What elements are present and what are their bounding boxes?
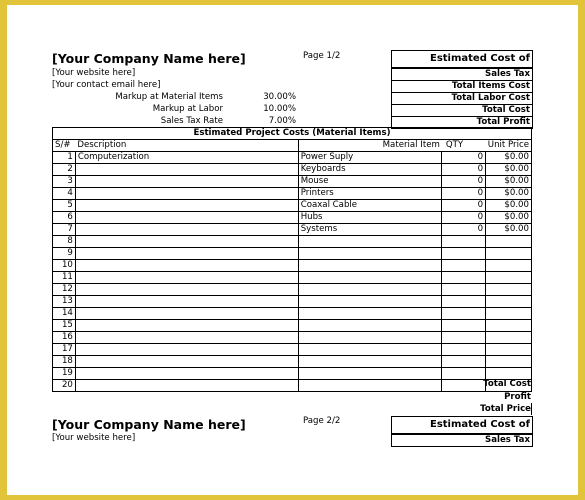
material-item-cell[interactable] (298, 380, 442, 392)
description-cell[interactable] (75, 176, 298, 188)
col-header-qty: QTY (442, 140, 486, 152)
unit-price-cell[interactable]: $0.00 (486, 152, 532, 164)
qty-cell[interactable] (442, 356, 486, 368)
table-row (53, 368, 532, 380)
table-row (53, 260, 532, 272)
qty-cell[interactable]: 0 (442, 200, 486, 212)
material-item-cell[interactable]: Systems (298, 224, 442, 236)
description-cell[interactable] (75, 356, 298, 368)
spreadsheet-page (7, 5, 578, 495)
unit-price-cell[interactable]: $0.00 (486, 200, 532, 212)
company-name-page2: [Your Company Name here] (52, 417, 246, 432)
description-cell[interactable] (75, 188, 298, 200)
unit-price-cell[interactable] (486, 248, 532, 260)
row-number: 2 (53, 164, 76, 176)
description-cell[interactable] (75, 296, 298, 308)
col-header-unit-price: Unit Price (486, 140, 532, 152)
material-item-cell[interactable] (298, 368, 442, 380)
row-number: 19 (53, 368, 76, 380)
row-number: 16 (53, 332, 76, 344)
description-cell[interactable] (75, 236, 298, 248)
unit-price-cell[interactable] (486, 260, 532, 272)
description-cell[interactable] (75, 284, 298, 296)
item-rows (53, 152, 532, 392)
row-number: 1 (53, 152, 76, 164)
table-row (53, 164, 532, 176)
col-header-sn: S/# (53, 140, 76, 152)
qty-cell[interactable] (442, 236, 486, 248)
qty-cell[interactable]: 0 (442, 224, 486, 236)
row-number: 7 (53, 224, 76, 236)
description-cell[interactable] (75, 320, 298, 332)
row-number: 14 (53, 308, 76, 320)
table-row (53, 320, 532, 332)
total-price-label: Total Price (480, 404, 531, 414)
summary-header-text: Estimated Cost of (429, 53, 530, 64)
qty-cell[interactable] (442, 332, 486, 344)
qty-cell[interactable]: 0 (442, 176, 486, 188)
description-cell[interactable] (75, 248, 298, 260)
description-cell[interactable] (75, 380, 298, 392)
unit-price-cell[interactable]: $0.00 (486, 176, 532, 188)
table-row (53, 344, 532, 356)
material-item-cell[interactable] (298, 308, 442, 320)
unit-price-cell[interactable] (486, 344, 532, 356)
table-row (53, 152, 532, 164)
row-number: 18 (53, 356, 76, 368)
row-number: 6 (53, 212, 76, 224)
summary-sales-tax-page2: Sales Tax (391, 435, 533, 447)
qty-cell[interactable] (442, 284, 486, 296)
col-header-description: Description (75, 140, 298, 152)
qty-cell[interactable] (442, 260, 486, 272)
unit-price-cell[interactable] (486, 320, 532, 332)
material-item-cell[interactable]: Hubs (298, 212, 442, 224)
material-item-cell[interactable] (298, 248, 442, 260)
material-item-cell[interactable] (298, 296, 442, 308)
total-price-cell-border (531, 403, 532, 415)
material-items-table (52, 127, 532, 392)
qty-cell[interactable] (442, 368, 486, 380)
markup-material-label: Markup at Material Items (115, 92, 223, 102)
row-number: 11 (53, 272, 76, 284)
table-row (53, 284, 532, 296)
material-item-cell[interactable] (298, 356, 442, 368)
material-item-cell[interactable] (298, 320, 442, 332)
company-email: [Your contact email here] (52, 80, 161, 90)
unit-price-cell[interactable]: $0.00 (486, 212, 532, 224)
page-number-page2: Page 2/2 (303, 416, 341, 426)
qty-cell[interactable] (442, 320, 486, 332)
description-cell[interactable] (75, 272, 298, 284)
summary-header (391, 50, 533, 69)
company-website: [Your website here] (52, 68, 136, 78)
table-row (53, 212, 532, 224)
material-item-cell[interactable]: Keyboards (298, 164, 442, 176)
table-row (53, 272, 532, 284)
material-item-cell[interactable]: Power Suply (298, 152, 442, 164)
summary-total-profit: Total Profit (391, 117, 533, 129)
qty-cell[interactable] (442, 308, 486, 320)
summary-header-page2 (391, 416, 533, 435)
qty-cell[interactable] (442, 344, 486, 356)
markup-labor-label: Markup at Labor (152, 104, 223, 114)
table-row (53, 200, 532, 212)
row-number: 3 (53, 176, 76, 188)
material-item-cell[interactable] (298, 272, 442, 284)
table-title-row (53, 128, 532, 140)
qty-cell[interactable]: 0 (442, 188, 486, 200)
description-cell[interactable] (75, 368, 298, 380)
unit-price-cell[interactable] (486, 368, 532, 380)
material-item-cell[interactable] (298, 332, 442, 344)
unit-price-cell[interactable] (486, 272, 532, 284)
description-cell[interactable] (75, 308, 298, 320)
material-item-cell[interactable] (298, 236, 442, 248)
table-row (53, 332, 532, 344)
table-row (53, 224, 532, 236)
project-cost-summary-page2 (391, 416, 533, 447)
row-number: 13 (53, 296, 76, 308)
unit-price-cell[interactable]: $0.00 (486, 164, 532, 176)
description-cell[interactable]: Computerization (75, 152, 298, 164)
table-row (53, 236, 532, 248)
row-number: 20 (53, 380, 76, 392)
summary-total-labor-cost: Total Labor Cost (391, 93, 533, 105)
company-name: [Your Company Name here] (52, 51, 246, 66)
page-number: Page 1/2 (303, 51, 341, 61)
material-item-cell[interactable] (298, 284, 442, 296)
table-row (53, 308, 532, 320)
summary-total-items-cost: Total Items Cost (391, 81, 533, 93)
company-website-page2: [Your website here] (52, 433, 136, 443)
sales-tax-rate-value[interactable]: 7.00% (268, 116, 296, 126)
description-cell[interactable] (75, 164, 298, 176)
material-item-cell[interactable] (298, 260, 442, 272)
row-number: 4 (53, 188, 76, 200)
material-item-cell[interactable]: Coaxal Cable (298, 200, 442, 212)
description-cell[interactable] (75, 212, 298, 224)
unit-price-cell[interactable] (486, 284, 532, 296)
markup-material-value[interactable]: 30.00% (263, 92, 296, 102)
unit-price-cell[interactable] (486, 236, 532, 248)
description-cell[interactable] (75, 260, 298, 272)
profit-label: Profit (504, 392, 531, 402)
table-row (53, 356, 532, 368)
row-number: 10 (53, 260, 76, 272)
total-cost-label: Total Cost (483, 379, 531, 389)
unit-price-cell[interactable] (486, 332, 532, 344)
description-cell[interactable] (75, 200, 298, 212)
row-number: 5 (53, 200, 76, 212)
unit-price-cell[interactable] (486, 308, 532, 320)
unit-price-cell[interactable]: $0.00 (486, 188, 532, 200)
row-number: 17 (53, 344, 76, 356)
row-number: 8 (53, 236, 76, 248)
summary-total-cost: Total Cost (391, 105, 533, 117)
unit-price-cell[interactable] (486, 296, 532, 308)
description-cell[interactable] (75, 224, 298, 236)
markup-labor-value[interactable]: 10.00% (263, 104, 296, 114)
table-row (53, 248, 532, 260)
qty-cell[interactable]: 0 (442, 152, 486, 164)
qty-cell[interactable] (442, 272, 486, 284)
table-row (53, 188, 532, 200)
summary-page2-box (391, 416, 533, 447)
row-number: 9 (53, 248, 76, 260)
col-header-material: Material Item (298, 140, 442, 152)
material-item-cell[interactable] (298, 344, 442, 356)
unit-price-cell[interactable] (486, 356, 532, 368)
table-row (53, 176, 532, 188)
row-number: 15 (53, 320, 76, 332)
unit-price-cell[interactable]: $0.00 (486, 224, 532, 236)
material-item-cell[interactable]: Mouse (298, 176, 442, 188)
row-number: 12 (53, 284, 76, 296)
column-header-row (53, 140, 532, 152)
table-row (53, 296, 532, 308)
description-cell[interactable] (75, 344, 298, 356)
project-cost-summary (391, 50, 533, 129)
qty-cell[interactable]: 0 (442, 212, 486, 224)
qty-cell[interactable]: 0 (442, 164, 486, 176)
sales-tax-rate-label: Sales Tax Rate (160, 116, 223, 126)
summary-sales-tax: Sales Tax (391, 69, 533, 81)
description-cell[interactable] (75, 332, 298, 344)
table-title: Estimated Project Costs (Material Items) (53, 128, 532, 140)
material-item-cell[interactable]: Printers (298, 188, 442, 200)
qty-cell[interactable] (442, 296, 486, 308)
summary-header-page2-text: Estimated Cost of (429, 419, 530, 430)
qty-cell[interactable] (442, 248, 486, 260)
